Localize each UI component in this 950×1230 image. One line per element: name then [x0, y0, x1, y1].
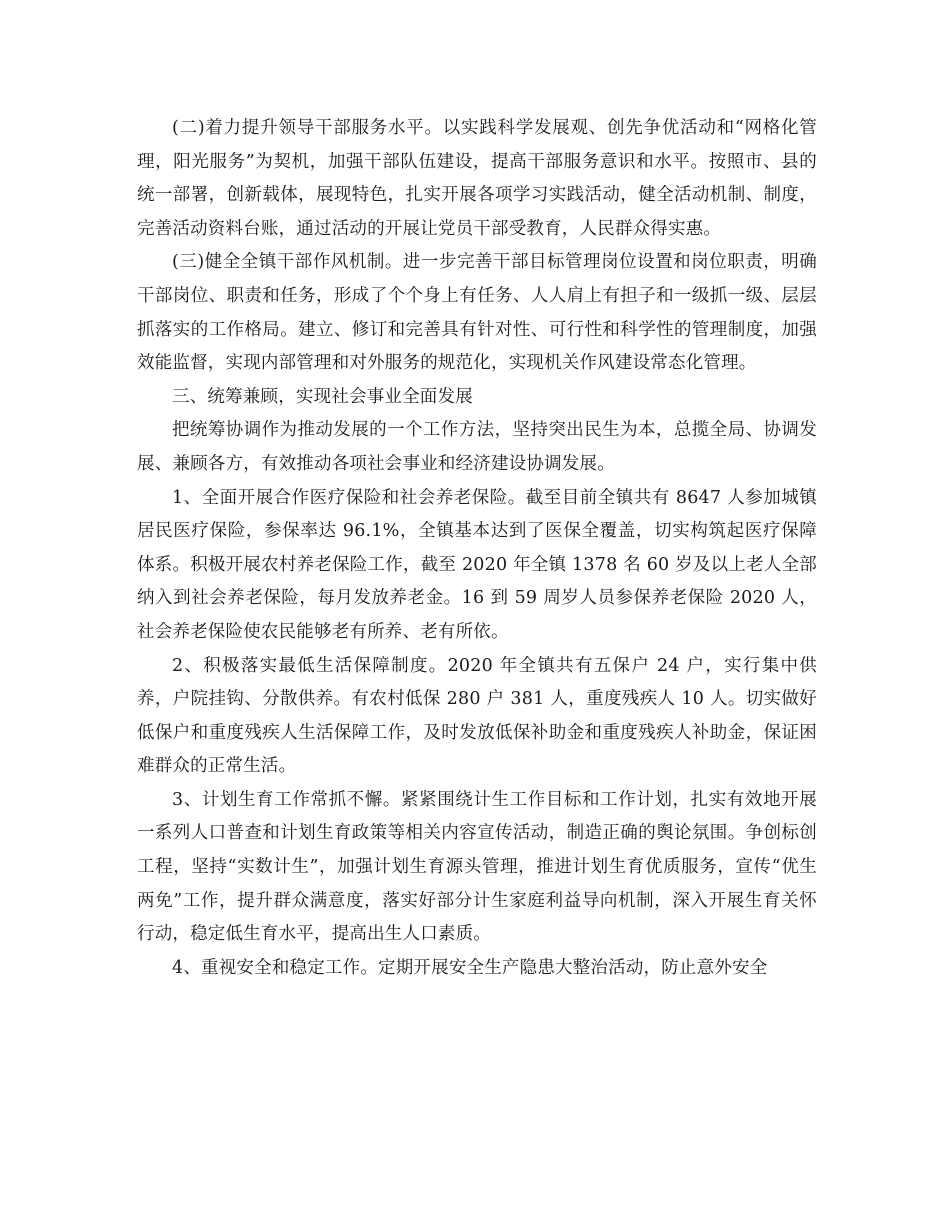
document-body [137, 112, 817, 985]
paragraph-coordination-intro: 把统筹协调作为推动发展的一个工作方法，坚持突出民生为本，总揽全局、协调发展、兼顾各方，有效推动各项社会事业和经济建设协调发展。 [137, 420, 817, 474]
paragraph-insurance: 1、全面开展合作医疗保险和社会养老保险。截至目前全镇共有 8647 人参加城镇居民医疗保险，参保率达 96.1%，全镇基本达到了医保全覆盖，切实构筑起医疗保障体系。积极开展农村养老保险工作，截至 2020 年全镇 1378 名 60 岁及以上老人全部纳入到社会养老保险，每月发放养老金。16 到 59 周岁人员参保养老保险 2020 人，社会养老保险使农民能够老有所养、老有所依。 [137, 487, 817, 642]
paragraph-cadre-style: (三)健全全镇干部作风机制。进一步完善干部目标管理岗位设置和岗位职责，明确干部岗位、职责和任务，形成了个个身上有任务、人人肩上有担子和一级抓一级、层层抓落实的工作格局。建立、修订和完善具有针对性、可行性和科学性的管理制度，加强效能监督，实现内部管理和对外服务的规范化，实现机关作风建设常态化管理。 [137, 252, 817, 374]
paragraph-safety-stability: 4、重视安全和稳定工作。定期开展安全生产隐患大整治活动，防止意外安全 [172, 957, 768, 978]
paragraph-leadership-service: (二)着力提升领导干部服务水平。以实践科学发展观、创先争优活动和“网格化管理，阳光服务”为契机，加强干部队伍建设，提高干部服务意识和水平。按照市、县的统一部署，创新载体，展现特色，扎实开展各项学习实践活动，健全活动机制、制度，完善活动资料台账，通过活动的开展让党员干部受教育，人民群众得实惠。 [137, 118, 817, 239]
paragraph-family-planning: 3、计划生育工作常抓不懈。紧紧围绕计生工作目标和工作计划，扎实有效地开展一系列人口普查和计划生育政策等相关内容宣传活动，制造正确的舆论氛围。争创标创工程，坚持“实数计生”，加强计划生育源头管理，推进计划生育优质服务，宣传“优生两免”工作，提升群众满意度，落实好部分计生家庭利益导向机制，深入开展生育关怀行动，稳定低生育水平，提高出生人口素质。 [137, 789, 817, 945]
section-heading-social-development: 三、统筹兼顾，实现社会事业全面发展 [172, 386, 473, 407]
paragraph-minimum-living: 2、积极落实最低生活保障制度。2020 年全镇共有五保户 24 户，实行集中供养，户院挂钩、分散供养。有农村低保 280 户 381 人，重度残疾人 10 人。切实做好低保户和重度残疾人生活保障工作，及时发放低保补助金和重度残疾人补助金，保证困难群众的正常生活。 [137, 655, 817, 777]
